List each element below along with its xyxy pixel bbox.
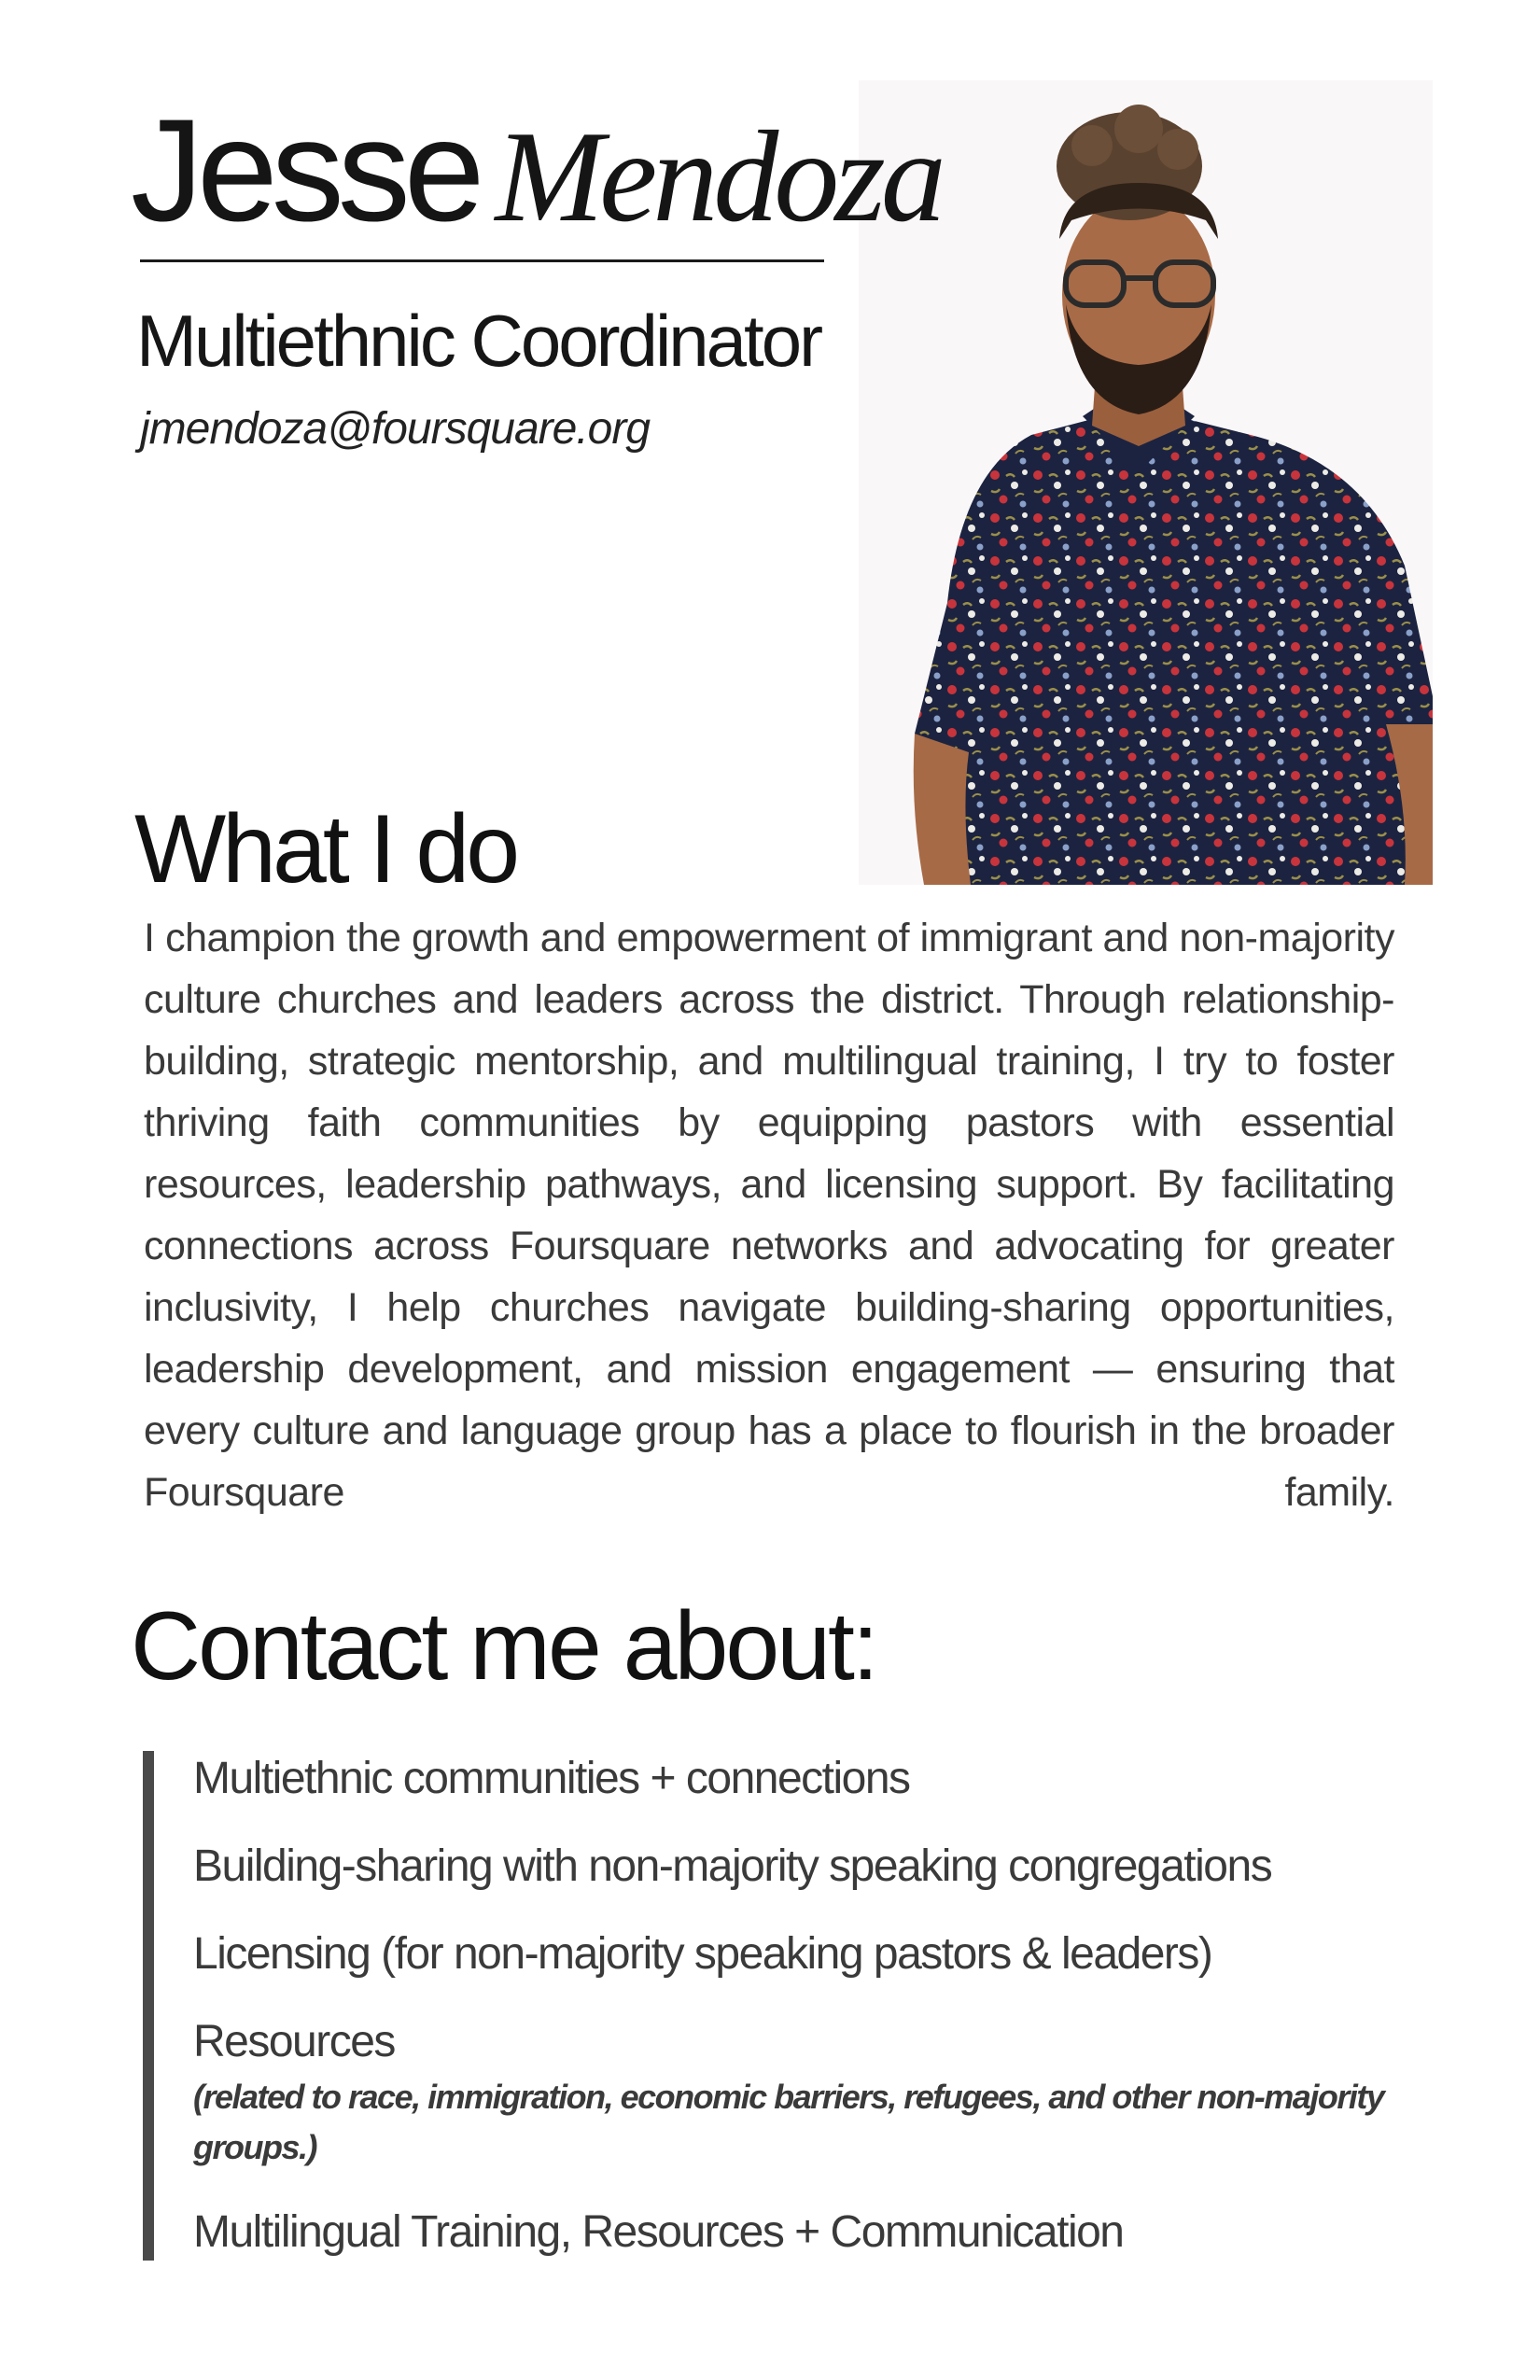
- last-name: Mendoza: [495, 105, 942, 249]
- contact-item: [193, 2205, 1453, 2261]
- first-name: Jesse: [131, 90, 479, 252]
- what-i-do-body: I champion the growth and empowerment of immigrant and non-majority culture churches and leaders across the district. Through relationship-building, strategic mentorship, and multilingual training, I try to foster thriving faith communities by equipping pastors with essential resources, leadership pathways, and licensing support. By facilitating connections across Foursquare networks and advocating for greater inclusivity, I help churches navigate building-sharing opportunities, leadership development, and mission engagement — ensuring that every culture and language group has a place to flourish in the broader Foursquare family.: [144, 916, 1394, 1515]
- contact-item: [193, 1926, 1453, 1982]
- contact-item-label: Multilingual Training, Resources + Communication: [193, 2207, 1124, 2257]
- job-title: Multiethnic Coordinator: [136, 300, 821, 382]
- contact-item-label: Licensing (for non-majority speaking pastors & leaders): [193, 1929, 1212, 1979]
- contact-item: [193, 1839, 1453, 1895]
- contact-item-label: Multiethnic communities + connections: [193, 1754, 910, 1803]
- contact-item-label: Building-sharing with non-majority speaking congregations: [193, 1841, 1272, 1891]
- contact-topics-list: [143, 1751, 1453, 2261]
- what-i-do-heading: What I do: [134, 795, 517, 903]
- person-name: [131, 90, 942, 252]
- contact-item-note: (related to race, immigration, economic barriers, refugees, and other non-majority groups.): [193, 2078, 1384, 2166]
- contact-heading: Contact me about:: [131, 1592, 876, 1701]
- contact-item-label: Resources: [193, 2017, 395, 2066]
- profile-photo: [859, 80, 1433, 885]
- contact-item: [193, 1751, 1453, 1807]
- contact-item: [193, 2014, 1453, 2173]
- email-address[interactable]: jmendoza@foursquare.org: [140, 404, 651, 454]
- portrait-illustration: [859, 80, 1433, 885]
- name-divider: [140, 259, 824, 262]
